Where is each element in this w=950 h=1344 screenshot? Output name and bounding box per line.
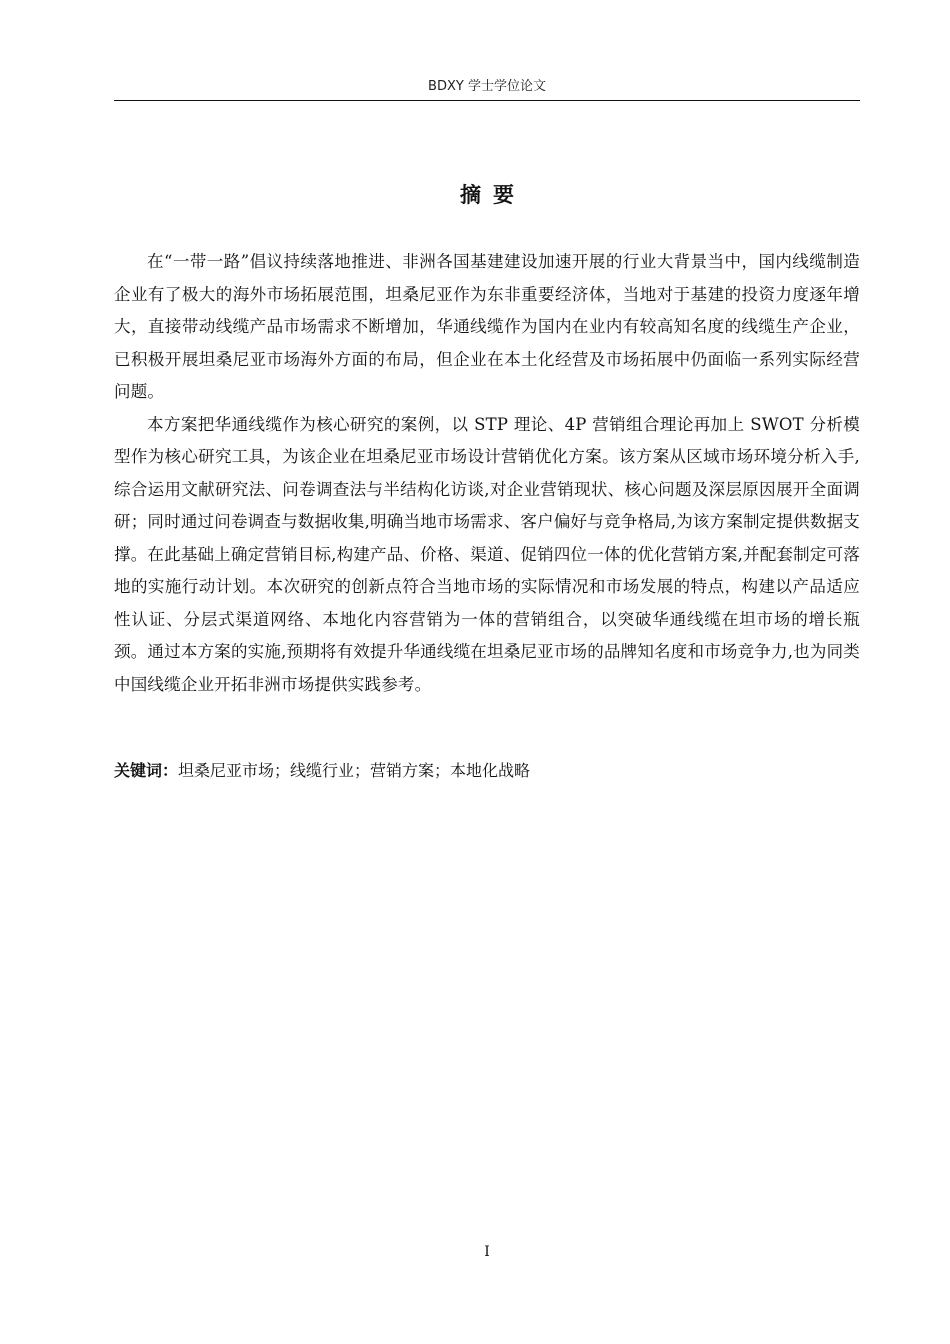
abstract-paragraph-1: 在“一带一路”倡议持续落地推进、非洲各国基建建设加速开展的行业大背景当中，国内线缆制造企业有了极大的海外市场拓展范围，坦桑尼亚作为东非重要经济体，当地对于基建的投资力度逐年增大，直接带动线缆产品市场需求不断增加，华通线缆作为国内在业内有较高知名度的线缆生产企业，已积极开展坦桑尼亚市场海外方面的布局，但企业在本土化经营及市场拓展中仍面临一系列实际经营问题。 [114,252,860,401]
abstract-title: 摘要 [460,183,526,207]
keywords-line [114,757,860,785]
abstract-body [114,246,860,701]
running-header: BDXY 学士学位论文 [428,79,546,94]
header-rule [114,100,860,101]
keywords-text: 坦桑尼亚市场；线缆行业；营销方案；本地化战略 [178,761,531,780]
page-number: I [484,1244,490,1260]
keywords-label: 关键词： [114,761,179,780]
abstract-paragraph-2: 本方案把华通线缆作为核心研究的案例，以 STP 理论、4P 营销组合理论再加上 SWOT 分析模型作为核心研究工具，为该企业在坦桑尼亚市场设计营销优化方案。该方案从区域市场环境分析入手,综合运用文献研究法、问卷调查法与半结构化访谈,对企业营销现状、核心问题及深层原因展开全面调研；同时通过问卷调查与数据收集,明确当地市场需求、客户偏好与竞争格局,为该方案制定提供数据支撑。在此基础上确定营销目标,构建产品、价格、渠道、促销四位一体的优化营销方案,并配套制定可落地的实施行动计划。本次研究的创新点符合当地市场的实际情况和市场发展的特点，构建以产品适应性认证、分层式渠道网络、本地化内容营销为一体的营销组合，以突破华通线缆在坦市场的增长瓶颈。通过本方案的实施,预期将有效提升华通线缆在坦桑尼亚市场的品牌知名度和市场竞争力,也为同类中国线缆企业开拓非洲市场提供实践参考。 [114,414,860,694]
